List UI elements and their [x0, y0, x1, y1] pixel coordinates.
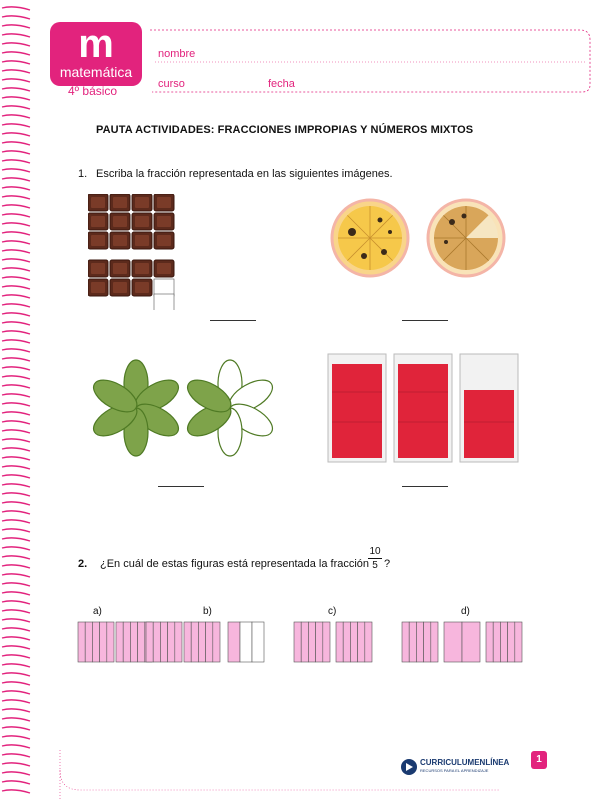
flowers-figure — [92, 358, 282, 458]
fraction-numerator: 10 — [369, 546, 381, 557]
brand-subtitle: RECURSOS PARA EL APRENDIZAJE — [420, 768, 489, 773]
option-c-label: c) — [328, 606, 337, 617]
page-number: 1 — [531, 751, 547, 769]
option-d-bar — [402, 622, 438, 662]
chocolate-piece — [110, 213, 130, 230]
option-c-bar — [294, 622, 330, 662]
page-title: PAUTA ACTIVIDADES: FRACCIONES IMPROPIAS Y NÚMEROS MIXTOS — [96, 124, 474, 136]
option-a-label: a) — [93, 606, 102, 617]
grade-label: 4º básico — [68, 84, 118, 98]
fraction-denominator: 5 — [372, 560, 378, 571]
chocolate-piece — [154, 232, 174, 249]
answer-blank-glass[interactable] — [402, 486, 448, 487]
option-c-bar — [336, 622, 372, 662]
glasses-figure — [326, 350, 522, 466]
fraction-bars-options — [70, 620, 540, 666]
chocolate-piece — [88, 260, 108, 277]
q2-end: ? — [384, 558, 391, 570]
option-d-label: d) — [461, 606, 470, 617]
q1-text: Escriba la fracción representada en las siguientes imágenes. — [96, 168, 393, 180]
chocolate-piece — [110, 232, 130, 249]
answer-blank-flower[interactable] — [158, 486, 204, 487]
option-a-bar — [78, 622, 114, 662]
chocolate-piece — [154, 213, 174, 230]
answer-blank-pizza[interactable] — [402, 320, 448, 321]
course-field-label: curso — [158, 78, 185, 90]
chocolate-bars-figure — [88, 194, 188, 310]
chocolate-piece — [110, 194, 130, 211]
fraction-bar — [368, 558, 382, 559]
answer-blank-chocolate[interactable] — [210, 320, 256, 321]
chocolate-piece — [88, 279, 108, 296]
chocolate-piece — [132, 213, 152, 230]
chocolate-piece — [154, 260, 174, 277]
brand-name: CURRICULUMENLÍNEA — [420, 758, 510, 767]
logo-subject: matemática — [59, 64, 133, 80]
chocolate-piece — [88, 194, 108, 211]
subject-logo — [50, 22, 142, 86]
q2-number: 2. — [78, 558, 88, 570]
chocolate-piece — [88, 213, 108, 230]
chocolate-piece — [132, 194, 152, 211]
option-d-bar — [486, 622, 522, 662]
q2-fraction — [368, 546, 382, 571]
name-field-label: nombre — [158, 48, 196, 60]
q2-text: ¿En cuál de estas figuras está representada la fracción — [100, 558, 370, 570]
brand-logo-icon — [400, 758, 418, 776]
chocolate-piece — [88, 232, 108, 249]
chocolate-piece — [110, 279, 130, 296]
chocolate-piece — [132, 279, 152, 296]
logo-letter: m — [78, 22, 114, 66]
q1-number: 1. — [78, 168, 88, 180]
chocolate-piece — [154, 194, 174, 211]
chocolate-piece — [154, 279, 174, 296]
option-d-bar — [444, 622, 480, 662]
date-field-label: fecha — [268, 78, 295, 90]
chocolate-piece — [132, 260, 152, 277]
chocolate-piece-empty — [154, 294, 174, 310]
pizzas-figure — [330, 196, 510, 286]
chocolate-piece — [132, 232, 152, 249]
option-b-bar — [146, 622, 182, 662]
option-b-label: b) — [203, 606, 212, 617]
option-b-bar — [184, 622, 220, 662]
option-b-bar — [228, 622, 264, 662]
chocolate-piece — [110, 260, 130, 277]
